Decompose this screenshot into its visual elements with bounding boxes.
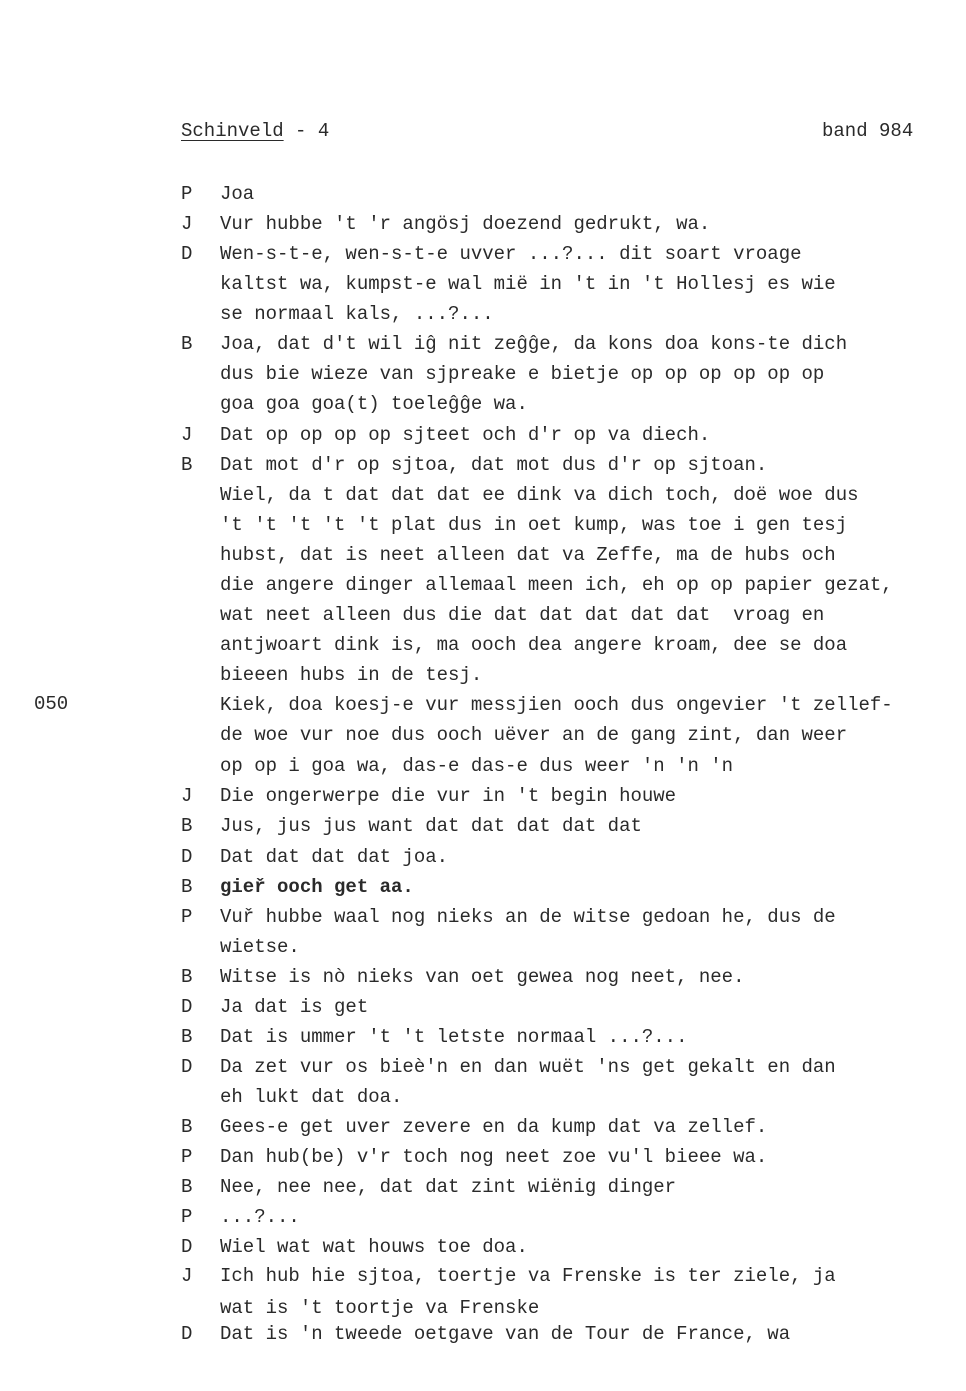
- transcript-line: Wen-s-t-e, wen-s-t-e uvver ...?... dit soart vroage: [220, 243, 802, 265]
- transcript-line: Joa: [220, 183, 255, 205]
- speaker-label: B: [181, 815, 193, 837]
- speaker-label: P: [181, 1206, 193, 1228]
- speaker-label: B: [181, 1116, 193, 1138]
- page-title: Schinveld: [181, 120, 284, 142]
- transcript-line: Dan hub(be) v'r toch nog neet zoe vu'l bieee wa.: [220, 1146, 768, 1168]
- speaker-label: D: [181, 1323, 193, 1345]
- speaker-label: D: [181, 243, 193, 265]
- transcript-line: Da zet vur os bieè'n en dan wuët 'ns get gekalt en dan: [220, 1056, 836, 1078]
- transcript-line: wat is 't toortje va Frenske: [220, 1297, 540, 1319]
- speaker-label: J: [181, 785, 193, 807]
- transcript-line: wat neet alleen dus die dat dat dat dat dat vroag en: [220, 604, 825, 626]
- transcript-line: Die ongerwerpe die vur in 't begin houwe: [220, 785, 677, 807]
- transcript-line: Wiel, da t dat dat dat ee dink va dich toch, doë woe dus: [220, 484, 859, 506]
- transcript-line: Vuř hubbe waal nog nieks an de witse gedoan he, dus de: [220, 906, 836, 928]
- transcript-line: gieř ooch get aa.: [220, 876, 414, 898]
- transcript-line: Ja dat is get: [220, 996, 369, 1018]
- transcript-line: se normaal kals, ...?...: [220, 303, 494, 325]
- transcript-line: dus bie wieze van sjpreake e bietje op op op op op op: [220, 363, 825, 385]
- speaker-label: B: [181, 876, 193, 898]
- speaker-label: B: [181, 1026, 193, 1048]
- speaker-label: P: [181, 906, 193, 928]
- speaker-label: D: [181, 1056, 193, 1078]
- transcript-line: eh lukt dat doa.: [220, 1086, 403, 1108]
- speaker-label: P: [181, 183, 193, 205]
- transcript-line: Wiel wat wat houws toe doa.: [220, 1236, 528, 1258]
- transcript-line: op op i goa wa, das-e das-e dus weer 'n 'n 'n: [220, 755, 734, 777]
- transcript-line: wietse.: [220, 936, 300, 958]
- speaker-label: D: [181, 846, 193, 868]
- transcript-line: ...?...: [220, 1206, 300, 1228]
- transcript-line: Dat mot d'r op sjtoa, dat mot dus d'r op sjtoan.: [220, 454, 768, 476]
- speaker-label: J: [181, 1265, 193, 1287]
- transcript-line: Vur hubbe 't 'r angösj doezend gedrukt, wa.: [220, 213, 711, 235]
- page-number: - 4: [295, 120, 330, 142]
- transcript-line: goa goa goa(t) toeleĝĝe wa.: [220, 393, 528, 415]
- speaker-label: B: [181, 333, 193, 355]
- margin-marker: 050: [34, 693, 69, 715]
- transcript-line: kaltst wa, kumpst-e wal mië in 't in 't Hollesj es wie: [220, 273, 836, 295]
- transcript-line: Nee, nee nee, dat dat zint wiënig dinger: [220, 1176, 677, 1198]
- header-location: [181, 120, 329, 142]
- speaker-label: D: [181, 1236, 193, 1258]
- transcript-line: Dat is 'n tweede oetgave van de Tour de France, wa: [220, 1323, 791, 1345]
- transcript-line: Joa, dat d't wil iĝ nit zeĝĝe, da kons doa kons-te dich: [220, 333, 848, 355]
- transcript-line: Kiek, doa koesj-e vur messjien ooch dus ongevier 't zellef-: [220, 694, 893, 716]
- transcript-line: hubst, dat is neet alleen dat va Zeffe, ma de hubs och: [220, 544, 836, 566]
- transcript-line: die angere dinger allemaal meen ich, eh op op papier gezat,: [220, 574, 893, 596]
- speaker-label: B: [181, 454, 193, 476]
- transcript-line: Ich hub hie sjtoa, toertje va Frenske is ter ziele, ja: [220, 1265, 836, 1287]
- band-number: band 984: [822, 120, 914, 142]
- speaker-label: P: [181, 1146, 193, 1168]
- transcript-line: Jus, jus jus want dat dat dat dat dat: [220, 815, 642, 837]
- transcript-line: Witse is nò nieks van oet gewea nog neet, nee.: [220, 966, 745, 988]
- transcript-line: 't 't 't 't 't plat dus in oet kump, was toe i gen tesj: [220, 514, 848, 536]
- speaker-label: B: [181, 966, 193, 988]
- speaker-label: J: [181, 213, 193, 235]
- speaker-label: J: [181, 424, 193, 446]
- speaker-label: D: [181, 996, 193, 1018]
- speaker-label: B: [181, 1176, 193, 1198]
- transcript-line: Dat dat dat dat joa.: [220, 846, 449, 868]
- transcript-line: Dat op op op op sjteet och d'r op va diech.: [220, 424, 711, 446]
- transcript-line: de woe vur noe dus ooch uëver an de gang zint, dan weer: [220, 724, 848, 746]
- transcript-line: antjwoart dink is, ma ooch dea angere kroam, dee se doa: [220, 634, 848, 656]
- transcript-line: Gees-e get uver zevere en da kump dat va zellef.: [220, 1116, 768, 1138]
- transcript-line: bieeen hubs in de tesj.: [220, 664, 483, 686]
- transcript-line: Dat is ummer 't 't letste normaal ...?...: [220, 1026, 688, 1048]
